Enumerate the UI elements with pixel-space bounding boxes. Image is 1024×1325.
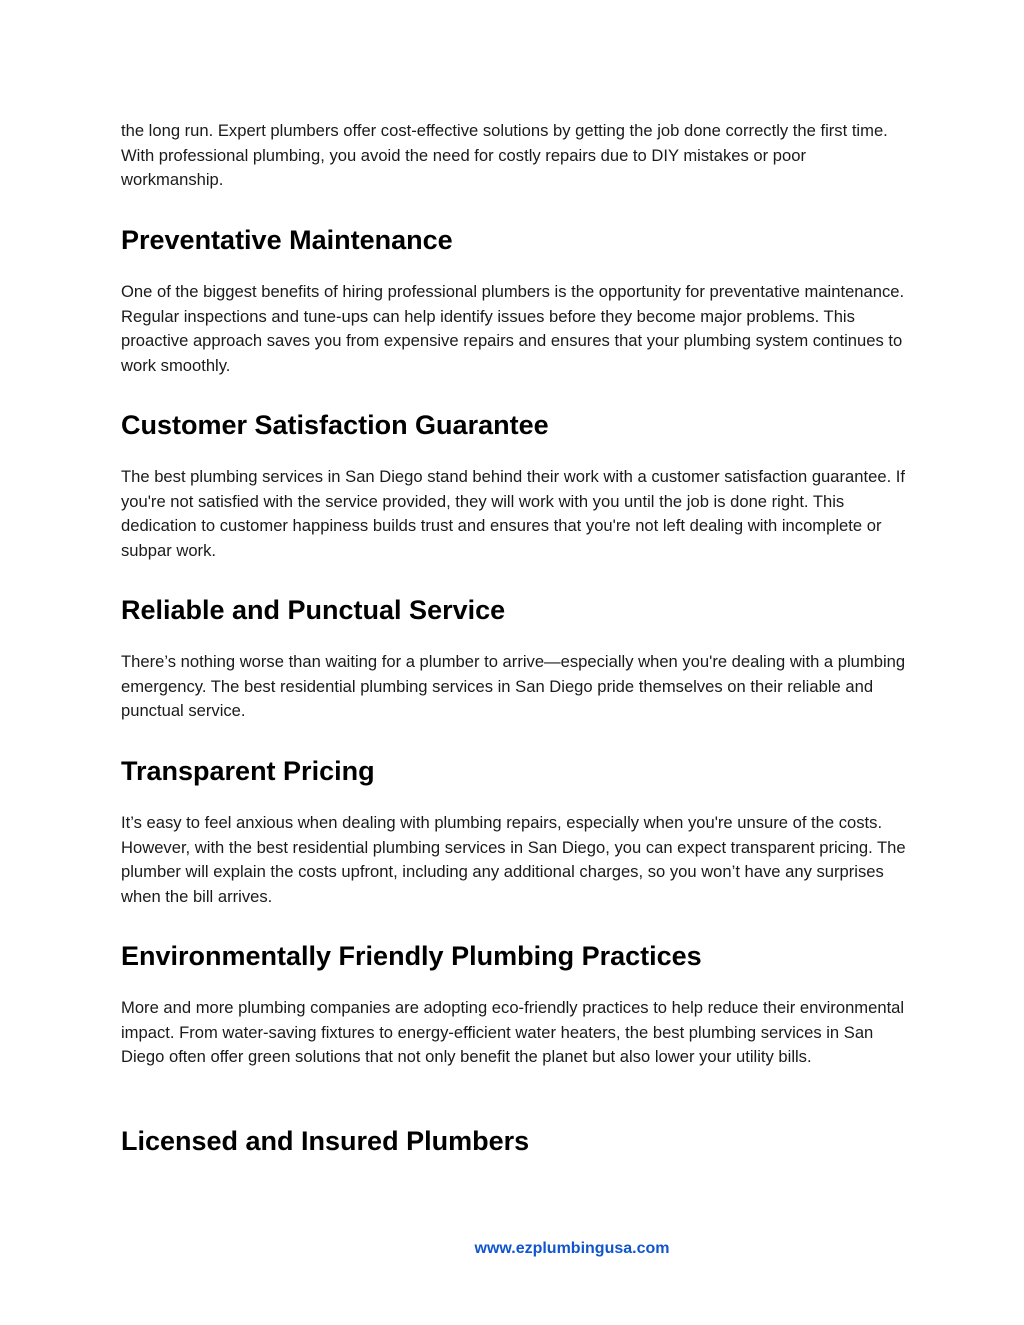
paragraph-reliable-punctual: There’s nothing worse than waiting for a plumber to arrive—especially when you're dealing with a plumbing emergency. The best residential plumbing services in San Diego pride themselves on their reliable and punctual service. — [121, 652, 906, 720]
paragraph-transparent-pricing: It’s easy to feel anxious when dealing with plumbing repairs, especially when you're unsure of the costs. However, with the best residential plumbing services in San Diego, you can expect transparent pricing. The plumber will explain the costs upfront, including any additional charges, so you won’t have any surprises when the bill arrives. — [121, 813, 906, 906]
paragraph-customer-satisfaction: The best plumbing services in San Diego stand behind their work with a customer satisfaction guarantee. If you're not satisfied with the service provided, they will work with you until the job is done right. This dedication to customer happiness builds trust and ensures that you're not left dealing with incomplete or subpar work. — [121, 467, 906, 560]
intro-paragraph: the long run. Expert plumbers offer cost-effective solutions by getting the job done correctly the first time. With professional plumbing, you avoid the need for costly repairs due to DIY mistakes or poor workmanship. — [121, 121, 888, 189]
paragraph-preventative-maintenance: One of the biggest benefits of hiring professional plumbers is the opportunity for preventative maintenance. Regular inspections and tune-ups can help identify issues before they become major problems. This proactive approach saves you from expensive repairs and ensures that your plumbing system continues to work smoothly. — [121, 282, 905, 375]
paragraph-environmentally-friendly: More and more plumbing companies are adopting eco-friendly practices to help reduce their environmental impact. From water-saving fixtures to energy-efficient water heaters, the best plumbing services in San Diego often offer green solutions that not only benefit the planet but also lower your utility bills. — [121, 998, 905, 1066]
heading-transparent-pricing: Transparent Pricing — [121, 756, 375, 786]
footer-website-link[interactable]: www.ezplumbingusa.com — [474, 1240, 670, 1257]
heading-environmentally-friendly: Environmentally Friendly Plumbing Practices — [121, 941, 702, 971]
heading-preventative-maintenance: Preventative Maintenance — [121, 225, 453, 255]
heading-reliable-punctual: Reliable and Punctual Service — [121, 595, 506, 625]
heading-customer-satisfaction: Customer Satisfaction Guarantee — [121, 410, 549, 440]
heading-licensed-insured: Licensed and Insured Plumbers — [121, 1126, 530, 1156]
